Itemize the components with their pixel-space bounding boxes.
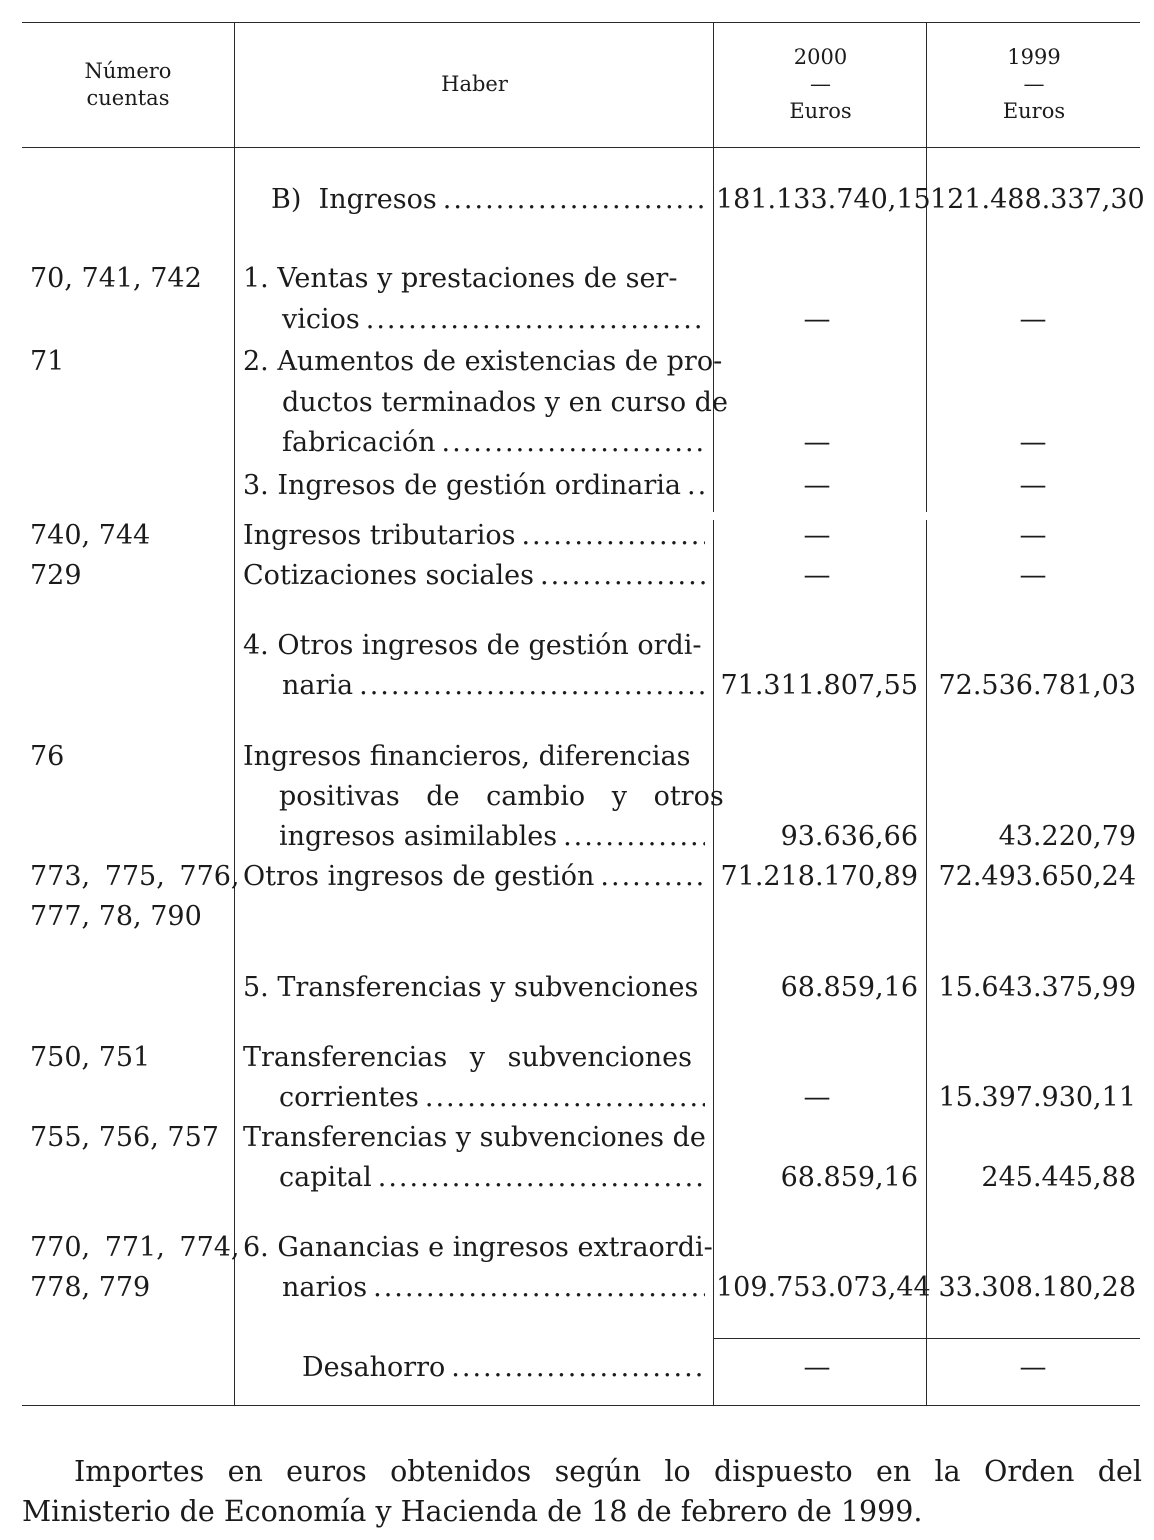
row-desahorro-text: Desahorro (302, 1352, 446, 1383)
row-4a-2000: 93.636,66 (780, 821, 918, 852)
row-6-account-line2: 778, 779 (30, 1272, 151, 1303)
col-divider-haber-lower (713, 520, 714, 1405)
row-2-1999: — (1019, 427, 1047, 458)
row-4a-line2 (243, 777, 724, 817)
row-2-line3-text: fabricación (282, 427, 436, 458)
leader-dots (366, 300, 705, 340)
row-5b-line2-text: capital (279, 1162, 372, 1193)
header-haber (236, 71, 713, 98)
row-b-ingresos-2000: 181.133.740,15 (716, 184, 931, 215)
row-3a-label (243, 516, 705, 556)
row-b-ingresos-1999: 121.488.337,30 (930, 184, 1145, 215)
row-4a-line2-text: positivas de cambio y otros (279, 781, 724, 812)
leader-dots (425, 1078, 705, 1118)
row-5-text: 5. Transferencias y subvenciones (243, 972, 699, 1003)
row-2-line2-text: ductos terminados y en curso de (282, 387, 728, 418)
row-2-2000: — (803, 427, 831, 458)
row-5a-1999: 15.397.930,11 (938, 1082, 1136, 1113)
row-6-line1 (243, 1228, 713, 1268)
row-5a-line1 (243, 1038, 705, 1078)
row-b-ingresos-label (243, 180, 705, 220)
row-3b-text: Cotizaciones sociales (243, 560, 534, 591)
leader-dots (378, 1158, 705, 1198)
col-divider-years-upper (926, 22, 927, 512)
row-6-line2-text: narios (282, 1272, 368, 1303)
row-4a-account: 76 (30, 741, 65, 772)
row-3a-text: Ingresos tributarios (243, 520, 516, 551)
row-3b-2000: — (803, 560, 831, 591)
col-divider-haber-upper (713, 22, 714, 512)
row-5-1999: 15.643.375,99 (938, 972, 1136, 1003)
row-4-line1 (243, 626, 705, 666)
row-5b-1999: 245.445,88 (981, 1162, 1136, 1193)
row-4a-line1 (243, 737, 705, 777)
header-haber-label: Haber (441, 72, 508, 96)
row-3a-account: 740, 744 (30, 520, 151, 551)
header-1999-year: 1999 (1007, 45, 1061, 69)
leader-dots (443, 180, 705, 220)
row-4b-1999: 72.493.650,24 (938, 861, 1136, 892)
row-4a-1999: 43.220,79 (998, 821, 1136, 852)
row-6-account-line1: 770, 771, 774, (30, 1232, 240, 1263)
row-desahorro-label (243, 1348, 705, 1388)
table-bottom-rule (22, 1405, 1140, 1406)
leader-dots (442, 423, 705, 463)
row-4b-2000: 71.218.170,89 (720, 861, 918, 892)
header-1999-dash: — (1023, 72, 1045, 96)
row-4-line2-text: naria (282, 670, 354, 701)
leader-dots (600, 857, 705, 897)
row-5-2000: 68.859,16 (780, 972, 918, 1003)
row-4-2000: 71.311.807,55 (720, 670, 918, 701)
row-3-1999: — (1019, 470, 1047, 501)
row-4a-line3 (243, 817, 705, 857)
desahorro-top-rule (714, 1338, 1140, 1339)
leader-dots (563, 817, 705, 857)
row-4b-label (243, 857, 705, 897)
leader-dots (451, 1348, 705, 1388)
header-accounts-line2: cuentas (86, 86, 170, 110)
row-6-line1-text: 6. Ganancias e ingresos extraordi- (243, 1232, 713, 1263)
header-2000-year: 2000 (793, 45, 848, 69)
footer-note (22, 1452, 1142, 1532)
row-1-line1-text: 1. Ventas y prestaciones de ser- (243, 263, 678, 294)
leader-dots (687, 466, 705, 506)
row-3b-label (243, 556, 705, 596)
header-1999 (928, 44, 1140, 125)
row-1-line2 (243, 300, 705, 340)
row-3-2000: — (803, 470, 831, 501)
header-2000-dash: — (810, 72, 831, 96)
row-6-1999: 33.308.180,28 (938, 1272, 1136, 1303)
row-4-1999: 72.536.781,03 (938, 670, 1136, 701)
row-4a-line3-text: ingresos asimilables (279, 821, 558, 852)
row-2-line1 (243, 342, 723, 382)
row-4b-text: Otros ingresos de gestión (243, 861, 595, 892)
row-3b-account: 729 (30, 560, 82, 591)
leader-dots (521, 516, 705, 556)
row-4-line2 (243, 666, 705, 706)
row-2-line3 (243, 423, 705, 463)
table-top-rule (22, 22, 1140, 23)
leader-dots (373, 1268, 705, 1308)
row-5-label (243, 968, 705, 1008)
header-2000 (715, 44, 926, 125)
row-4b-account-line1: 773, 775, 776, (30, 861, 240, 892)
row-4b-account-line2: 777, 78, 790 (30, 901, 202, 932)
header-accounts-line1: Número (84, 59, 172, 83)
row-5b-line1 (243, 1118, 705, 1158)
row-b-ingresos-text: B) Ingresos (271, 184, 437, 215)
row-5a-2000: — (803, 1082, 831, 1113)
row-2-line1-text: 2. Aumentos de existencias de pro- (243, 346, 723, 377)
row-4a-line1-text: Ingresos financieros, diferencias (243, 741, 691, 772)
row-5b-line1-text: Transferencias y subvenciones de (243, 1122, 706, 1153)
row-5a-account: 750, 751 (30, 1042, 151, 1073)
row-1-1999: — (1019, 304, 1047, 335)
row-5b-account: 755, 756, 757 (30, 1122, 219, 1153)
row-1-2000: — (803, 304, 831, 335)
row-3a-2000: — (803, 520, 831, 551)
row-3-text: 3. Ingresos de gestión ordinaria (243, 470, 681, 501)
row-5a-line2-text: corrientes (279, 1082, 419, 1113)
row-desahorro-1999: — (1019, 1352, 1047, 1383)
row-6-2000: 109.753.073,44 (716, 1272, 931, 1303)
row-4-line1-text: 4. Otros ingresos de gestión ordi- (243, 630, 702, 661)
row-5a-line2 (243, 1078, 705, 1118)
header-bottom-rule (22, 147, 1140, 148)
row-3a-1999: — (1019, 520, 1047, 551)
row-5b-2000: 68.859,16 (780, 1162, 918, 1193)
row-1-line2-text: vicios (282, 304, 360, 335)
header-1999-unit: Euros (1002, 99, 1066, 123)
row-5a-line1-text: Transferencias y subvenciones (243, 1042, 693, 1073)
row-1-account: 70, 741, 742 (30, 263, 202, 294)
row-1-line1 (243, 259, 705, 299)
row-6-line2 (243, 1268, 705, 1308)
row-3b-1999: — (1019, 560, 1047, 591)
row-2-account: 71 (30, 346, 65, 377)
header-2000-unit: Euros (789, 99, 852, 123)
col-divider-accounts (234, 22, 235, 1405)
row-3-label (243, 466, 705, 506)
header-accounts (22, 58, 234, 112)
leader-dots (359, 666, 705, 706)
leader-dots (704, 968, 705, 1008)
row-2-line2 (243, 383, 728, 423)
row-5b-line2 (243, 1158, 705, 1198)
leader-dots (540, 556, 705, 596)
row-desahorro-2000: — (803, 1352, 831, 1383)
footer-note-text: Importes en euros obtenidos según lo dispuesto en la Orden del Ministerio de Economía y Hacienda de 18 de febrero de 1999. (22, 1455, 1142, 1528)
